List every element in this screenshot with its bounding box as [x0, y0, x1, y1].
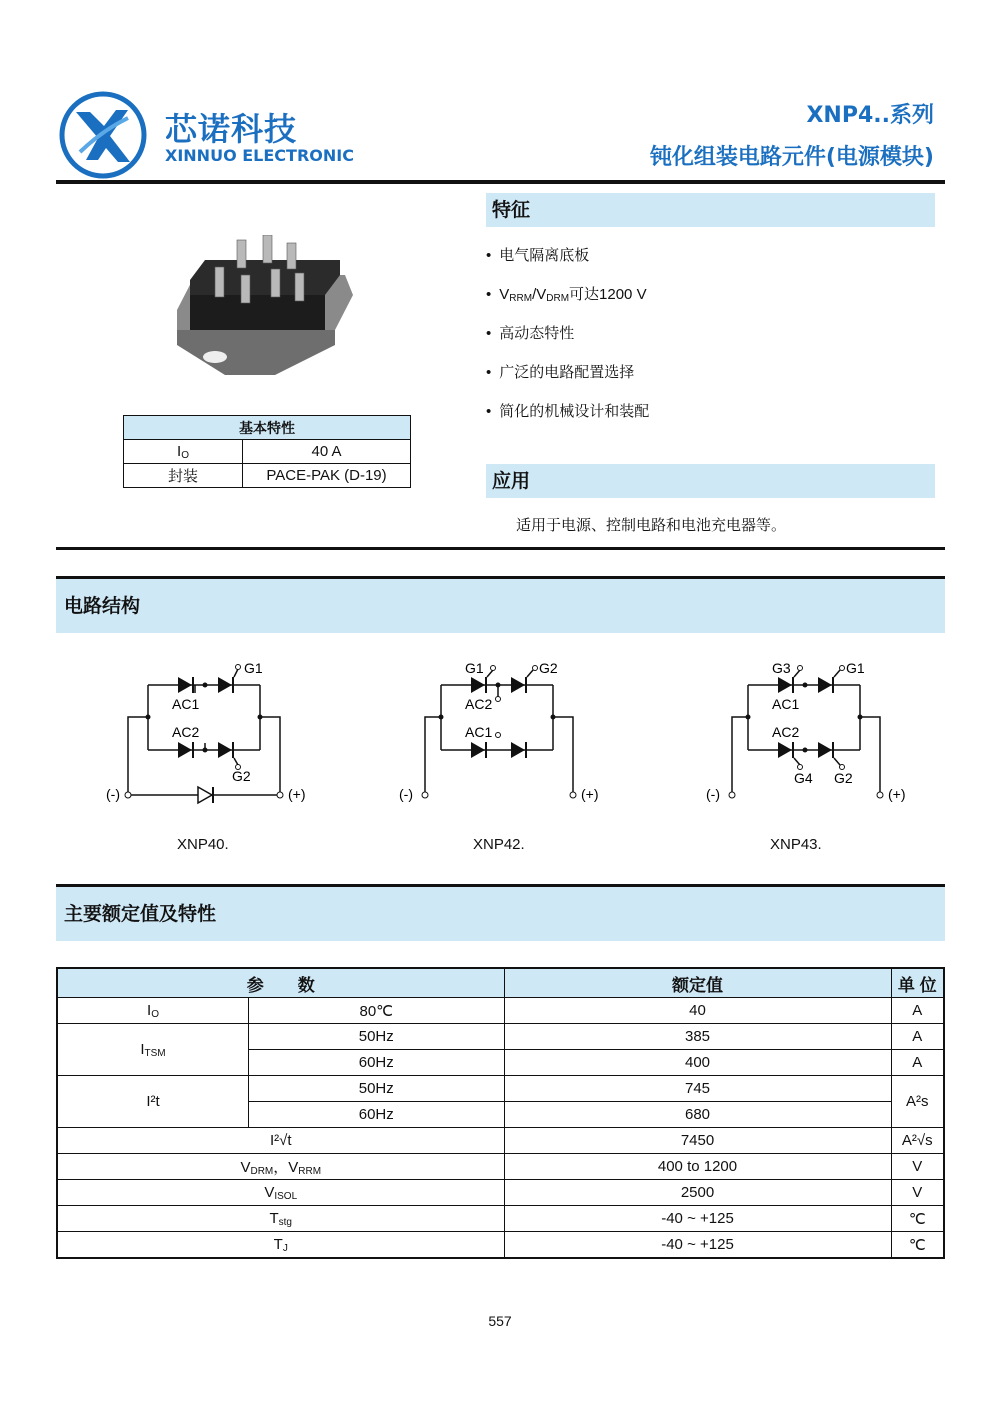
table-row: I²√t 7450 A²√s: [57, 1128, 944, 1154]
col-header-unit: 单 位: [891, 968, 944, 998]
col-header-rating: 额定值: [504, 968, 891, 998]
label-ac1: AC1: [465, 724, 493, 740]
label-g1: G1: [846, 660, 865, 676]
basic-table-title: 基本特性: [124, 416, 411, 440]
circuit-diagram-xnp40: [100, 655, 360, 815]
label-g1: G1: [244, 660, 263, 676]
features-heading: 特征: [486, 193, 935, 227]
module-photo: [175, 235, 355, 385]
series-title: XNP4..系列: [806, 103, 934, 128]
table-row: $V_{DRM}$，$V_{RRM}$ 400 to 1200 V: [57, 1154, 944, 1180]
basic-characteristics-table: [123, 415, 411, 488]
table-row: I²t 50Hz 745 A²s: [57, 1076, 944, 1102]
table-row: $T_{stg}$ -40 ~ +125 ℃: [57, 1206, 944, 1232]
caption-xnp42: XNP42.: [473, 836, 525, 853]
basic-param: $I_O$: [124, 440, 243, 464]
list-item: • 高动态特性: [486, 321, 649, 360]
list-item: • $V_{RRM}/V_{DRM}$可达1200 V: [486, 282, 649, 321]
list-item: • 简化的机械设计和装配: [486, 399, 649, 438]
label-plus: (+): [288, 786, 306, 802]
basic-value: 40 A: [243, 440, 411, 464]
label-ac1: AC1: [172, 696, 200, 712]
ratings-table: [56, 967, 945, 1259]
ratings-heading: 主要额定值及特性: [56, 887, 945, 941]
basic-value: PACE-PAK (D-19): [243, 464, 411, 488]
table-row: [124, 440, 411, 464]
page-number: 557: [488, 1313, 512, 1329]
label-minus: (-): [706, 786, 720, 802]
label-minus: (-): [399, 786, 413, 802]
label-minus: (-): [106, 786, 120, 802]
table-row: $T_J$ -40 ~ +125 ℃: [57, 1232, 944, 1259]
label-g1: G1: [465, 660, 484, 676]
label-plus: (+): [888, 786, 906, 802]
table-row: $I_{TSM}$ 50Hz 385 A: [57, 1024, 944, 1050]
features-list: [486, 243, 649, 438]
caption-xnp43: XNP43.: [770, 836, 822, 853]
table-row: 60Hz 400 A: [57, 1050, 944, 1076]
circuit-diagram-xnp42: [393, 655, 653, 815]
brand-name-cn: 芯诺科技: [165, 110, 298, 148]
list-item: • 电气隔离底板: [486, 243, 649, 282]
table-row: 60Hz 680: [57, 1102, 944, 1128]
table-row: $V_{ISOL}$ 2500 V: [57, 1180, 944, 1206]
circuit-heading: 电路结构: [56, 579, 945, 633]
label-g4: G4: [794, 770, 813, 786]
col-header-param: 参 数: [57, 968, 504, 998]
label-ac2: AC2: [772, 724, 800, 740]
label-g2: G2: [539, 660, 558, 676]
application-heading: 应用: [486, 464, 935, 498]
label-ac2: AC2: [172, 724, 200, 740]
label-g3: G3: [772, 660, 791, 676]
table-row: [124, 464, 411, 488]
label-g2: G2: [232, 768, 251, 784]
company-logo: [58, 90, 148, 180]
circuit-diagram-xnp43: [700, 655, 960, 815]
application-text: 适用于电源、控制电路和电池充电器等。: [516, 517, 787, 534]
label-ac2: AC2: [465, 696, 493, 712]
basic-param: 封装: [124, 464, 243, 488]
list-item: • 广泛的电路配置选择: [486, 360, 649, 399]
caption-xnp40: XNP40.: [177, 836, 229, 853]
header-divider: [56, 180, 945, 184]
section-divider: [56, 547, 945, 550]
table-row: $I_O$ 80℃ 40 A: [57, 998, 944, 1024]
label-plus: (+): [581, 786, 599, 802]
label-g2: G2: [834, 770, 853, 786]
brand-name-en: XINNUO ELECTRONIC: [165, 146, 354, 165]
label-ac1: AC1: [772, 696, 800, 712]
document-subtitle: 钝化组装电路元件(电源模块): [649, 145, 934, 170]
